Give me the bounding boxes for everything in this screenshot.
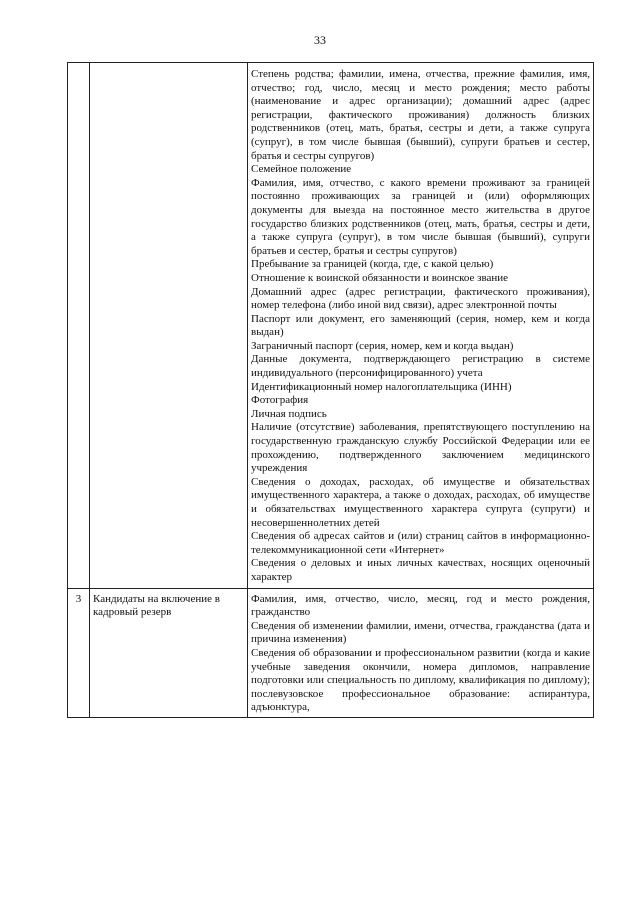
list-item: Заграничный паспорт (серия, номер, кем и когда выдан) — [251, 339, 514, 352]
list-item: Наличие (отсутствие) заболевания, препятствующего поступлению на государственную гражданскую службу Российской Федерации или ее прохождению, подтвержденного заключением медицинского учреждения — [251, 421, 590, 475]
list-item: Сведения о деловых и иных личных качествах, носящих оценочный характер — [251, 557, 590, 583]
list-item: Фамилия, имя, отчество, с какого времени проживают за границей постоянно проживающих за границей и (или) оформляющих документы для выезда на постоянное место жительства в другое государство близких родственников (отец, мать, братья, сестры и дети, а также супруга (супруг), в том числе бывшая (бывший), супруги братьев и сестер, братья и сестры супругов) — [251, 176, 590, 257]
row-number-cell: 3 — [68, 588, 90, 717]
list-item: Личная подпись — [251, 407, 327, 420]
list-item: Сведения об образовании и профессиональном развитии (когда и какие учебные заведения окончили, номера дипломов, направление подготовки или специальность по диплому, квалификация по диплому); послевузовское профессиональное образование: аспирантура, адъюнктура, — [251, 646, 590, 714]
row-category-cell: Кандидаты на включение в кадровый резерв — [90, 588, 248, 717]
row-items-cell — [248, 63, 594, 589]
table-row — [68, 63, 594, 589]
list-item: Пребывание за границей (когда, где, с какой целью) — [251, 258, 494, 271]
page-number: 33 — [314, 33, 326, 47]
row-number-cell — [68, 63, 90, 589]
row-category-cell — [90, 63, 248, 589]
list-item: Сведения об адресах сайтов и (или) страниц сайтов в информационно-телекоммуникационной сети «Интернет» — [251, 530, 590, 556]
list-item: Фотография — [251, 394, 309, 407]
list-item: Семейное положение — [251, 163, 352, 176]
list-item: Домашний адрес (адрес регистрации, фактического проживания), номер телефона (либо иной вид связи), адрес электронной почты — [251, 285, 590, 312]
list-item: Идентификационный номер налогоплательщика (ИНН) — [251, 380, 512, 393]
list-item: Сведения о доходах, расходах, об имуществе и обязательствах имущественного характера, а также о доходах, расходах, об имуществе и обязательствах имущественного характера супруга (супруги) и несовершеннолетних детей — [251, 475, 590, 529]
list-item: Сведения об изменении фамилии, имени, отчества, гражданства (дата и причина изменения) — [251, 619, 590, 646]
list-item: Фамилия, имя, отчество, число, месяц, год и место рождения, гражданство — [251, 592, 590, 619]
row-items-cell — [248, 588, 594, 717]
data-table — [67, 62, 594, 718]
list-item: Степень родства; фамилии, имена, отчества, прежние фамилия, имя, отчество; год, число, месяц и место рождения; место работы (наименование и адрес организации); домашний адрес (адрес регистрации, фактического проживания) должность близких родственников (отец, мать, братья, сестры и дети, а также супруга (супруг), в том числе бывшая (бывший), супруги братьев и сестер, братья и сестры супругов) — [251, 68, 590, 162]
table-row — [68, 588, 594, 717]
list-item: Паспорт или документ, его заменяющий (серия, номер, кем и когда выдан) — [251, 312, 590, 339]
list-item: Отношение к воинской обязанности и воинское звание — [251, 271, 509, 284]
list-item: Данные документа, подтверждающего регистрацию в системе индивидуального (персонифицированного) учета — [251, 353, 590, 380]
